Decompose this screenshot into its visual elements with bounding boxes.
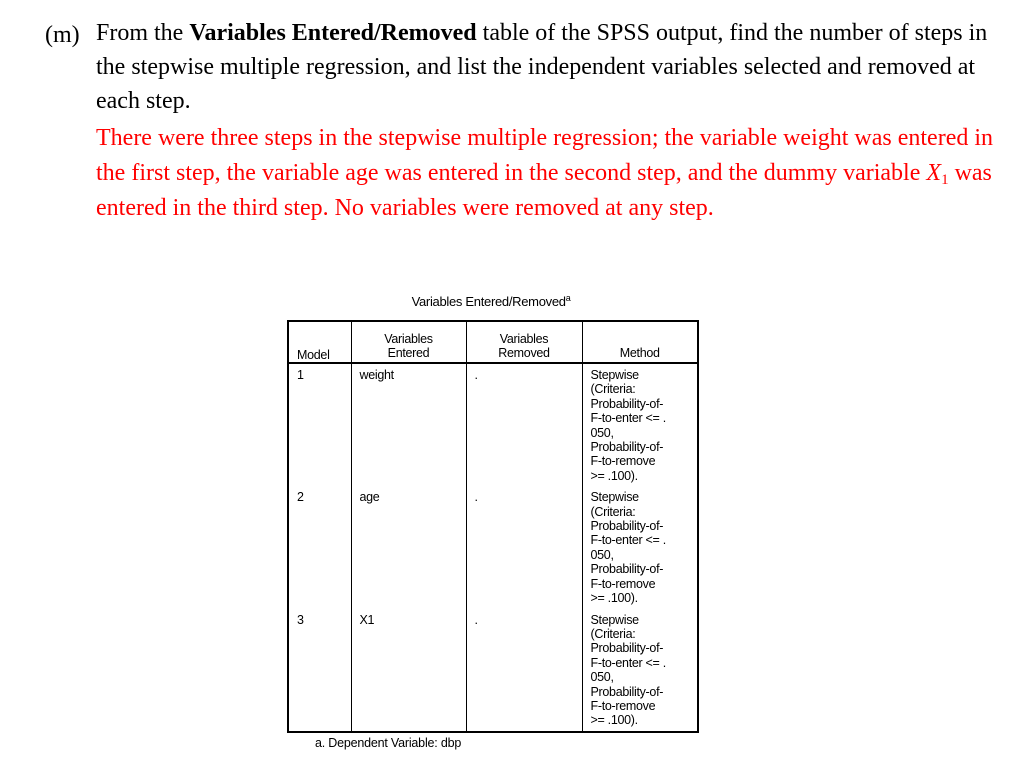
header-variables-entered: Variables Entered <box>351 321 466 363</box>
cell-model: 2 <box>288 486 351 608</box>
answer-variable: X <box>926 160 942 186</box>
question-text-end: table of the SPSS output, find the number of steps in the stepwise multiple regression, and list the independent variables selected and removed at each step. <box>96 20 988 114</box>
answer-part1: There were three steps in the stepwise multiple regression; the variable weight was entered in the first step, the variable age was entered in the second step, and the dummy variable <box>96 125 994 186</box>
cell-removed: . <box>466 363 582 486</box>
table-row <box>288 609 698 732</box>
table-header-row <box>288 321 698 363</box>
spss-table-title <box>287 294 695 309</box>
table-row <box>288 363 698 486</box>
header-method: Method <box>582 321 698 363</box>
cell-model: 1 <box>288 363 351 486</box>
cell-removed: . <box>466 609 582 732</box>
cell-entered: X1 <box>351 609 466 732</box>
table-footnote: a. Dependent Variable: dbp <box>315 736 462 750</box>
question-text-start: From the <box>96 20 190 46</box>
question-table-name: Variables Entered/Removed <box>189 20 477 46</box>
question-label: (m) <box>45 22 80 48</box>
header-variables-removed: Variables Removed <box>466 321 582 363</box>
table-row <box>288 486 698 608</box>
answer-text <box>96 121 1001 226</box>
spss-title-footnote-marker: a <box>565 293 571 303</box>
cell-removed: . <box>466 486 582 608</box>
cell-model: 3 <box>288 609 351 732</box>
question-text <box>96 16 996 118</box>
cell-method: Stepwise (Criteria: Probability-of- F-to-enter <= . 050, Probability-of- F-to-remove >= .100). <box>582 486 698 608</box>
spss-variables-table <box>287 320 699 733</box>
answer-part2: was entered in the third step. No variables were removed at any step. <box>96 160 992 221</box>
answer-variable-subscript: 1 <box>941 172 949 188</box>
header-model: Model <box>288 321 351 363</box>
cell-entered: age <box>351 486 466 608</box>
cell-entered: weight <box>351 363 466 486</box>
spss-title-text: Variables Entered/Removed <box>411 294 566 309</box>
cell-method: Stepwise (Criteria: Probability-of- F-to-enter <= . 050, Probability-of- F-to-remove >= .100). <box>582 609 698 732</box>
cell-method: Stepwise (Criteria: Probability-of- F-to-enter <= . 050, Probability-of- F-to-remove >= .100). <box>582 363 698 486</box>
